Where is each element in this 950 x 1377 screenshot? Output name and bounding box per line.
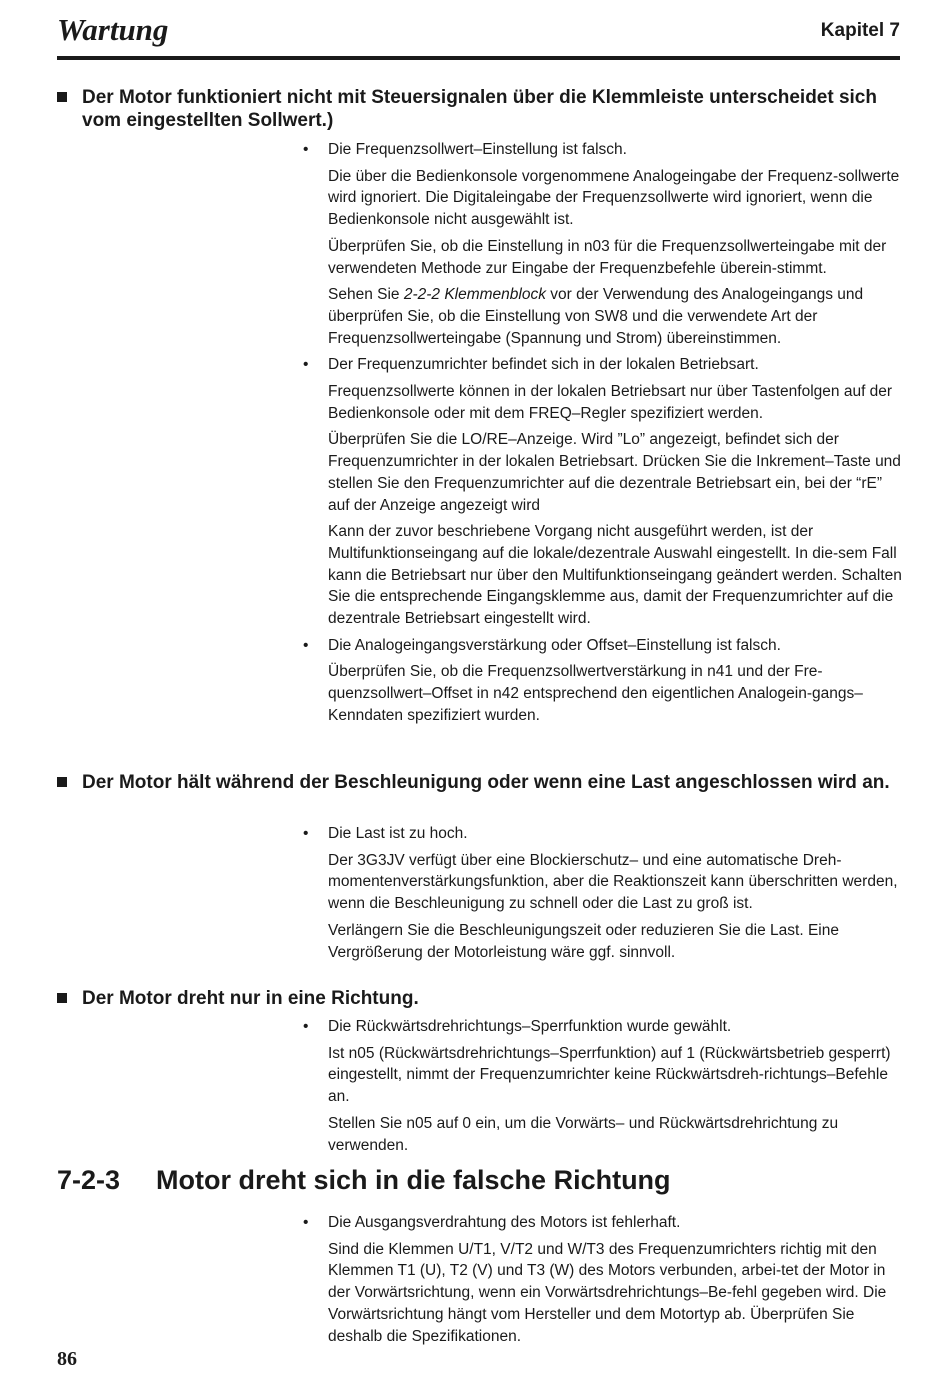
paragraph — [300, 284, 905, 349]
bullet-text: Die Rückwärtsdrehrichtungs–Sperrfunktion wurde gewählt. — [328, 1018, 732, 1035]
bullet-text: Die Last ist zu hoch. — [328, 825, 468, 842]
subsection-body-1 — [300, 139, 905, 732]
paragraph: Verlängern Sie die Beschleunigungszeit oder reduzieren Sie die Last. Eine Vergrößerung der Motorleistung wäre ggf. sinnvoll. — [328, 921, 839, 961]
section-body — [300, 1212, 905, 1352]
paragraph: Sind die Klemmen U/T1, V/T2 und W/T3 des Frequenzumrichters richtig mit den Klemmen T1 (U), T2 (V) und T3 (W) des Motors verbunden, arbei-tet der Motor in der Vorwärtsrichtung, wenn ein Vorwärtsdrehrichtungs–Be-fehl gegeben wird. Die Vorwärtsrichtung hängt vom Hersteller und dem Motortyp ab. Überprüfen Sie deshalb die Spezifikationen. — [328, 1240, 887, 1345]
bullet-text: Der Frequenzumrichter befindet sich in der lokalen Betriebsart. — [328, 356, 759, 374]
paragraph: Die über die Bedienkonsole vorgenommene Analogeingabe der Frequenz-sollwerte wird ignoriert. Die Digitaleingabe der Frequenzsollwerte wird ignoriert, wenn die Bedienkonsole nicht ausgewählt ist. — [328, 167, 900, 229]
paragraph: Kann der zuvor beschriebene Vorgang nicht ausgeführt werden, ist der Multifunktionseingang auf die lokale/dezentrale Auswahl eingestellt. In die-sem Fall kann die Betriebsart nur über den Multifunktionseingang geändert werden. Schalten Sie die entsprechende Eingangsklemme aus, damit der Frequenzumrichter auf die dezentrale Betriebsart eingestellt wird. — [328, 523, 902, 628]
paragraph: Ist n05 (Rückwärtsdrehrichtungs–Sperrfunktion) auf 1 (Rückwärtsbetrieb gesperrt) eingestellt, nimmt der Frequenzumrichter keine Rückwärtsdreh-richtungs–Befehle an. — [328, 1044, 891, 1106]
page-number: 86 — [57, 1348, 77, 1370]
header-title: Wartung — [57, 12, 169, 47]
section-number: 7-2-3 — [57, 1165, 121, 1195]
subsection-heading-1 — [57, 86, 897, 132]
paragraph-text: vor der Verwendung des Analogeingangs und überprüfen Sie, ob die Einstellung von SW8 und die verwendete Art der Frequenzsollwerteingabe (Spannung und Strom) übereinstimmen. — [328, 286, 864, 347]
bullet-item — [300, 354, 905, 376]
bullet-dot-icon: • — [303, 1214, 309, 1231]
header-rule — [57, 56, 900, 60]
bullet-item — [300, 1212, 905, 1234]
subsection-body-2 — [300, 823, 905, 968]
bullet-text: Die Ausgangsverdrahtung des Motors ist fehlerhaft. — [328, 1214, 681, 1231]
bullet-dot-icon: • — [303, 825, 309, 842]
bullet-item — [300, 1016, 905, 1038]
paragraph: Überprüfen Sie, ob die Frequenzsollwertverstärkung in n41 und der Fre-quenzsollwert–Offset in n42 entsprechend den eigentlichen Analogein-gangs–Kenndaten spezifiziert wurden. — [328, 663, 863, 724]
bullet-item — [300, 635, 905, 657]
paragraph: Frequenzsollwerte können in der lokalen Betriebsart nur über Tastenfolgen auf der Bedienkonsole oder mit dem FREQ–Regler spezifiziert werden. — [328, 383, 893, 422]
paragraph: Stellen Sie n05 auf 0 ein, um die Vorwärts– und Rückwärtsdrehrichtung zu verwenden. — [328, 1114, 839, 1154]
section-title-text: Motor dreht sich in die falsche Richtung — [156, 1165, 671, 1195]
bullet-text: Die Analogeingangsverstärkung oder Offset–Einstellung ist falsch. — [328, 636, 781, 654]
bullet-dot-icon: • — [303, 636, 309, 654]
cross-reference: 2-2-2 Klemmenblock — [403, 286, 546, 304]
heading-text: Der Motor dreht nur in eine Richtung. — [82, 988, 419, 1009]
paragraph: Überprüfen Sie die LO/RE–Anzeige. Wird ”Lo” angezeigt, befindet sich der Frequenzumrichter in der lokalen Betriebsart. Drücken Sie die Inkrement–Taste und stellen Sie den Frequenzumrichter auf die dezentrale Betriebsart ein, bei der “rE” auf der Anzeige angezeigt wird — [328, 431, 901, 514]
paragraph: Der 3G3JV verfügt über eine Blockierschutz– und eine automatische Dreh-momentenverstärkungsfunktion, aber die Reaktionszeit kann überschritten werden, wenn die Beschleunigung zu schnell oder die Last zu groß ist. — [328, 851, 898, 913]
bullet-dot-icon: • — [303, 1018, 309, 1035]
bullet-item — [300, 823, 905, 845]
bullet-text: Die Frequenzsollwert–Einstellung ist falsch. — [328, 141, 627, 158]
subsection-heading-2 — [57, 771, 897, 794]
heading-text: Der Motor funktioniert nicht mit Steuersignalen über die Klemmleiste unterscheidet sich vom eingestellten Sollwert.) — [82, 87, 877, 131]
square-bullet-icon — [57, 993, 67, 1003]
subsection-body-3 — [300, 1016, 905, 1161]
chapter-label: Kapitel 7 — [820, 20, 900, 41]
bullet-item — [300, 139, 905, 161]
subsection-heading-3 — [57, 987, 897, 1010]
paragraph: Überprüfen Sie, ob die Einstellung in n03 für die Frequenzsollwerteingabe mit der verwendeten Methode zur Eingabe der Frequenzbefehle überein-stimmt. — [328, 237, 887, 277]
bullet-dot-icon: • — [303, 141, 309, 158]
section-heading — [57, 1165, 671, 1196]
bullet-dot-icon: • — [303, 356, 309, 374]
paragraph-text: Sehen Sie — [328, 286, 404, 304]
square-bullet-icon — [57, 92, 67, 102]
square-bullet-icon — [57, 777, 67, 787]
heading-text: Der Motor hält während der Beschleunigung oder wenn eine Last angeschlossen wird an. — [82, 772, 890, 793]
